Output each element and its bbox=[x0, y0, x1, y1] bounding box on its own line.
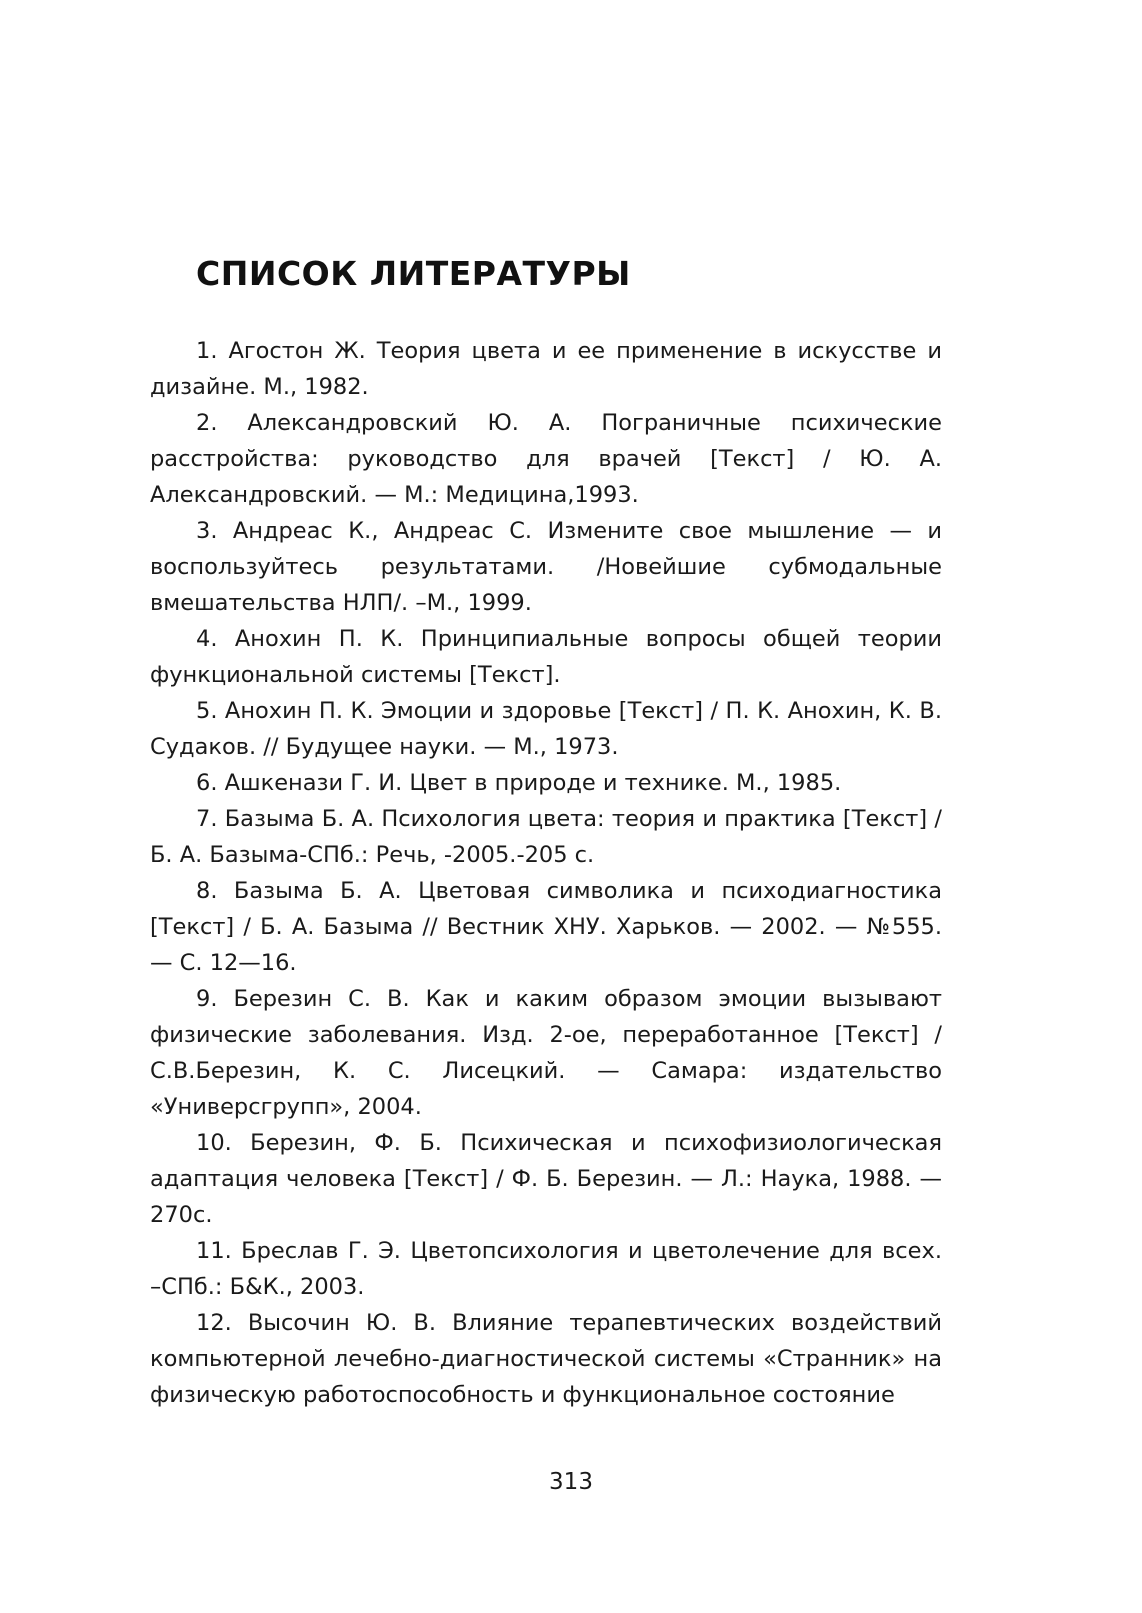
reference-item-2: 2. Александровский Ю. А. Пограничные психические расстройства: руководство для врачей [Текст] / Ю. А. Александровский. — М.: Медицина,1993. bbox=[150, 410, 942, 508]
page-number: 313 bbox=[549, 1469, 593, 1495]
reference-item-12: 12. Высочин Ю. В. Влияние терапевтических воздействий компьютерной лечебно-диагностической системы «Странник» на физическую работоспособность и функциональное состояние bbox=[150, 1310, 942, 1408]
page-title: СПИСОК ЛИТЕРАТУРЫ bbox=[196, 254, 631, 293]
reference-item-6: 6. Ашкенази Г. И. Цвет в природе и технике. М., 1985. bbox=[196, 770, 842, 796]
reference-item-4: 4. Анохин П. К. Принципиальные вопросы общей теории функциональной системы [Текст]. bbox=[150, 626, 942, 688]
reference-item-11: 11. Бреслав Г. Э. Цветопсихология и цветолечение для всех. –СПб.: Б&К., 2003. bbox=[150, 1238, 942, 1300]
reference-item-7: 7. Базыма Б. А. Психология цвета: теория и практика [Текст] / Б. А. Базыма-СПб.: Речь, -2005.-205 с. bbox=[150, 806, 942, 868]
reference-item-8: 8. Базыма Б. А. Цветовая символика и психодиагностика [Текст] / Б. А. Базыма // Вестник ХНУ. Харьков. — 2002. — №555. — С. 12—16. bbox=[150, 878, 942, 976]
reference-item-10: 10. Березин, Ф. Б. Психическая и психофизиологическая адаптация человека [Текст] / Ф. Б. Березин. — Л.: Наука, 1988. — 270с. bbox=[150, 1130, 942, 1228]
reference-item-5: 5. Анохин П. К. Эмоции и здоровье [Текст] / П. К. Анохин, К. В. Судаков. // Будущее науки. — М., 1973. bbox=[150, 698, 942, 760]
reference-list bbox=[150, 333, 942, 1413]
reference-item-1: 1. Агостон Ж. Теория цвета и ее применение в искусстве и дизайне. М., 1982. bbox=[150, 338, 942, 400]
reference-item-9: 9. Березин С. В. Как и каким образом эмоции вызывают физические заболевания. Изд. 2-ое, переработанное [Текст] / С.В.Березин, К. С. Лисецкий. — Самара: издательство «Универсгрупп», 2004. bbox=[150, 986, 942, 1120]
reference-item-3: 3. Андреас К., Андреас С. Измените свое мышление — и воспользуйтесь результатами. /Новейшие субмодальные вмешательства НЛП/. –М., 1999. bbox=[150, 518, 942, 616]
